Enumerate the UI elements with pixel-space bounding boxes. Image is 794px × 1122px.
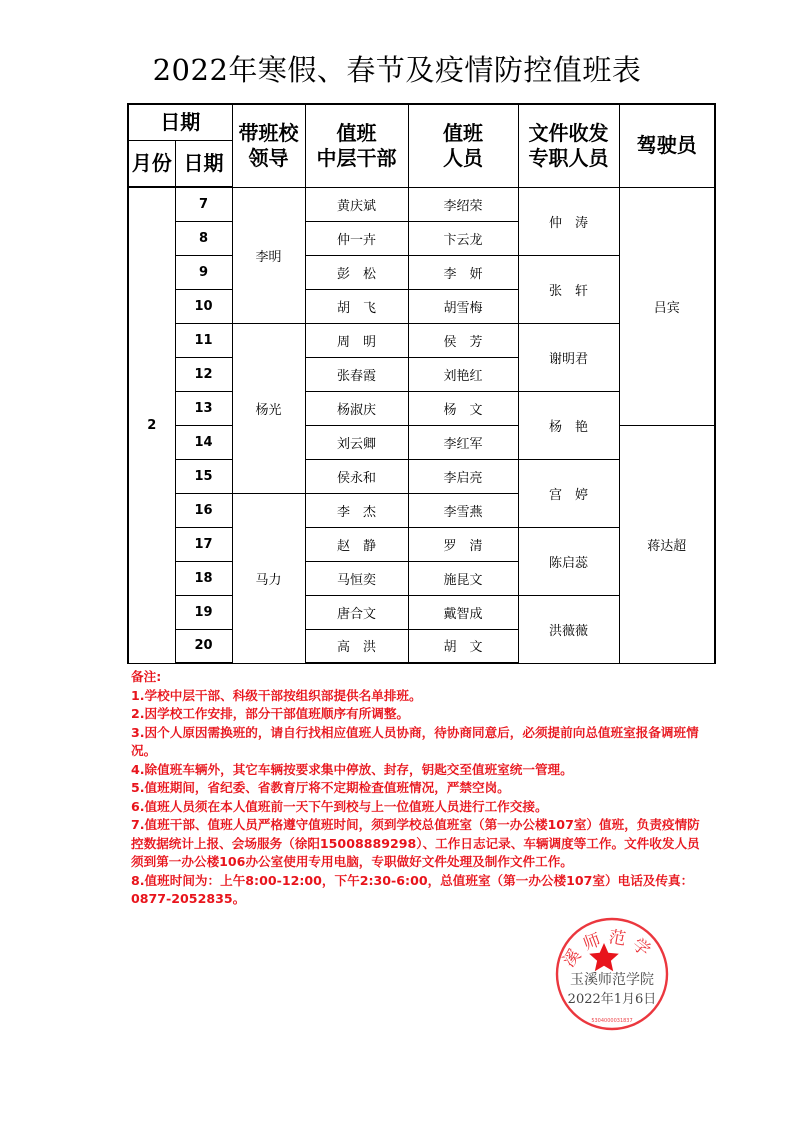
duty-staff-cell: 罗 清 [408,527,518,561]
leader-cell: 李明 [232,187,305,323]
duty-staff-cell: 胡雪梅 [408,289,518,323]
doc-staff-cell: 洪薇薇 [518,595,619,663]
middle-cadre-cell: 周 明 [305,323,408,357]
duty-staff-cell: 卞云龙 [408,221,518,255]
note-item: 3.因个人原因需换班的，请自行找相应值班人员协商，待协商同意后，必须提前向总值班室报备调班情况。 [131,724,699,758]
header-duty-staff: 值班 人员 [408,104,518,187]
middle-cadre-cell: 杨淑庆 [305,391,408,425]
note-item: 6.值班人员须在本人值班前一天下午到校与上一位值班人员进行工作交接。 [131,798,548,814]
middle-cadre-cell: 马恒奕 [305,561,408,595]
middle-cadre-cell: 高 洪 [305,629,408,663]
day-cell: 20 [175,629,232,663]
note-item: 1.学校中层干部、科级干部按组织部提供名单排班。 [131,687,422,703]
day-cell: 15 [175,459,232,493]
header-leader: 带班校 领导 [232,104,305,187]
header-doc-staff: 文件收发 专职人员 [518,104,619,187]
seal-ring-text: 溪师范学 [559,927,659,972]
month-cell: 2 [128,187,175,663]
doc-staff-cell: 仲 涛 [518,187,619,255]
duty-staff-cell: 李启亮 [408,459,518,493]
middle-cadre-cell: 唐合文 [305,595,408,629]
seal-date: 2022年1月6日 [567,992,657,1007]
seal-institution: 玉溪师范学院 [570,972,654,988]
doc-staff-cell: 张 轩 [518,255,619,323]
day-cell: 14 [175,425,232,459]
doc-staff-cell: 杨 艳 [518,391,619,459]
official-seal [551,916,673,1032]
header-month: 月份 [128,140,175,187]
duty-staff-cell: 侯 芳 [408,323,518,357]
driver-cell: 吕宾 [619,187,715,425]
doc-staff-cell: 谢明君 [518,323,619,391]
duty-staff-cell: 李 妍 [408,255,518,289]
doc-staff-cell: 陈启蕊 [518,527,619,595]
header-date-group: 日期 [128,104,232,140]
day-cell: 19 [175,595,232,629]
duty-staff-cell: 李绍荣 [408,187,518,221]
header-middle-cadre: 值班 中层干部 [305,104,408,187]
note-item: 8.值班时间为：上午8:00-12:00，下午2:30-6:00，总值班室（第一办公楼107室）电话及传真：0877-2052835。 [131,872,694,906]
middle-cadre-cell: 胡 飞 [305,289,408,323]
day-cell: 12 [175,357,232,391]
day-cell: 7 [175,187,232,221]
note-item: 2.因学校工作安排，部分干部值班顺序有所调整。 [131,706,410,721]
page-title: 2022年寒假、春节及疫情防控值班表 [152,53,642,87]
duty-staff-cell: 刘艳红 [408,357,518,391]
day-cell: 10 [175,289,232,323]
duty-staff-cell: 施昆文 [408,561,518,595]
duty-staff-cell: 戴智成 [408,595,518,629]
middle-cadre-cell: 刘云卿 [305,425,408,459]
middle-cadre-cell: 李 杰 [305,493,408,527]
note-item: 4.除值班车辆外，其它车辆按要求集中停放、封存，钥匙交至值班室统一管理。 [131,761,573,777]
middle-cadre-cell: 张春霞 [305,357,408,391]
middle-cadre-cell: 侯永和 [305,459,408,493]
day-cell: 13 [175,391,232,425]
duty-staff-cell: 杨 文 [408,391,518,425]
header-day: 日期 [175,140,232,187]
notes-heading: 备注: [131,669,162,684]
middle-cadre-cell: 黄庆斌 [305,187,408,221]
seal-code: 5304000031837 [591,1018,633,1024]
middle-cadre-cell: 彭 松 [305,255,408,289]
duty-table [127,103,716,664]
middle-cadre-cell: 仲一卉 [305,221,408,255]
day-cell: 8 [175,221,232,255]
day-cell: 17 [175,527,232,561]
duty-staff-cell: 李红军 [408,425,518,459]
day-cell: 16 [175,493,232,527]
duty-staff-cell: 李雪燕 [408,493,518,527]
middle-cadre-cell: 赵 静 [305,527,408,561]
note-item: 5.值班期间，省纪委、省教育厅将不定期检查值班情况，严禁空岗。 [131,780,510,795]
notes-section [131,668,711,909]
duty-staff-cell: 胡 文 [408,629,518,663]
doc-staff-cell: 宫 婷 [518,459,619,527]
day-cell: 9 [175,255,232,289]
day-cell: 18 [175,561,232,595]
day-cell: 11 [175,323,232,357]
leader-cell: 杨光 [232,323,305,493]
leader-cell: 马力 [232,493,305,663]
header-driver: 驾驶员 [619,104,715,187]
driver-cell: 蒋达超 [619,425,715,663]
note-item: 7.值班干部、值班人员严格遵守值班时间，须到学校总值班室（第一办公楼107室）值班，负责疫情防控数据统计上报、会场服务（徐阳15008889298）、工作日志记录、车辆调度等工作。文件收发人员须到第一办公楼106办公室使用专用电脑，专职做好文件处理及制作文件工作。 [131,817,700,869]
